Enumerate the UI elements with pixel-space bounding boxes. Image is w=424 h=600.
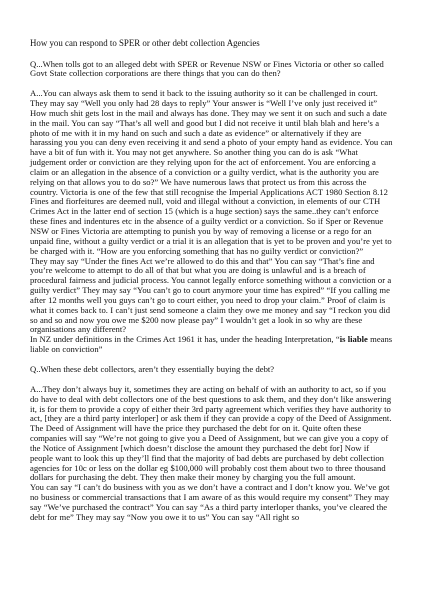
answer-2-paragraph-1: A...They don’t always buy it, sometimes they are acting on behalf of with an authority to act, so if you do have to deal with debt collectors one of the best questions to ask them, and they don’t like answering it, is for them to provide a copy of either their 3rd party agreement which verifies they have authority to act, [they are a third party interloper] or ask them if they can provide a copy of the Deed of Assignment. The Deed of Assignment will have the price they purchased the debt for on it. Quite often these companies will say “We’re not going to give you a Deed of Assignment, but we can give you a copy of the Notice of Assignment [which doesn’t disclose the amount they purchased the debt for] Now if people want to look this up they’ll find that the majority of bad debts are purchased by debt collection agencies for 10c or less on the dollar eg $100,000 will probably cost them about two to three thousand dollars for purchasing the debt. They then make their money by charging you the full amount. — [30, 383, 392, 483]
answer-1-paragraph-1: A...You can always ask them to send it back to the issuing authority so it can be challenged in court. They may say “Well you only had 28 days to reply” Your answer is “Well I’ve only just received it” How much shit gets lost in the mail and always has done. They may we sent it on such and such a date in the mail. You can say “That’s all well and good but I did not receive it until blah blah and here’s a photo of me with it in my hand on such and such a date as evidence” or alternatively if they are harassing you you can deny even receiving it and send a photo of your empty hand as evidence. You can have a bit of fun with it. You may not get anywhere. So another thing you can do is ask “What judgement order or conviction are they relying upon for the act of enforcement. You are enforcing a claim or an allegation in the absence of a conviction or a guilty verdict, what is the authority you are relying on that allows you to do so?” We have numerous laws that protect us from this across the country. Victoria is one of the few that still recognise the Imperial Applications ACT 1980 Section 8.12 Fines and fiorfeitures are deemed null, void and illegal without a conviction, in elements of our CTH Crimes Act in the latter end of section 15 (which is a huge section) says the same..they can’t enforce these fines and indentures etc in the absence of a guilty verdict or a conviction. So if Sper or Revenue NSW or Fines Victoria are attempting to punish you by way of removing a license or a rego for an unpaid fine, without a guilty verdict or a trial it is an allegation that is yet to be proven and you’re yet to be charged with it. “How are you enforcing something that has no guilty verdict or conviction?” — [30, 88, 393, 256]
is-liable-term: is liable — [339, 334, 368, 345]
question-2: Q..When these debt collectors, aren’t they essentially buying the debt? — [30, 363, 275, 374]
answer-2-paragraph-2: You can say “I can’t do business with you as we don’t have a contract and I don’t know you. We’ve got no business or commercial transactions that I am aware of as this would require my consent” They may say “We’ve purchased the contract” You can say “As a third party interloper thanks, you’ve cleared the debt for me” They may say “Now you owe it to us” You can say “All right so — [30, 482, 390, 522]
document-title: How you can respond to SPER or other debt collection Agencies — [30, 38, 260, 48]
crimes-act-text: In NZ under definitions in the Crimes Act 1961 it has, under the heading Interpretation, “ — [30, 334, 340, 345]
answer-1-paragraph-2: They may say “Under the fines Act we’re allowed to do this and that” You can say “That’s fine and you’re welcome to attempt to do all of that but what you are doing is unlawful and is a breach of procedural fairness and judicial process. You cannot legally enforce something without a conviction or a guilty verdict” They may say “You can’t go to court anymore your time has expired” “If you calling me after 12 months well you guys can’t go to court either, you need to drop your claim.” Proof of claim is what it comes back to. I can’t just send someone a claim they owe me money and say “I reckon you did so and so and now you owe me $200 now please pay” I wouldn’t get a look in so why are these organisations any different? — [30, 255, 392, 335]
crimes-act-definition: means liable on conviction” — [30, 334, 393, 355]
question-1: Q...When tolls got to an alleged debt with SPER or Revenue NSW or Fines Victoria or other so called Govt State collection corporations are there things that you can do then? — [30, 58, 384, 79]
answer-1-paragraph-3 — [30, 335, 394, 355]
